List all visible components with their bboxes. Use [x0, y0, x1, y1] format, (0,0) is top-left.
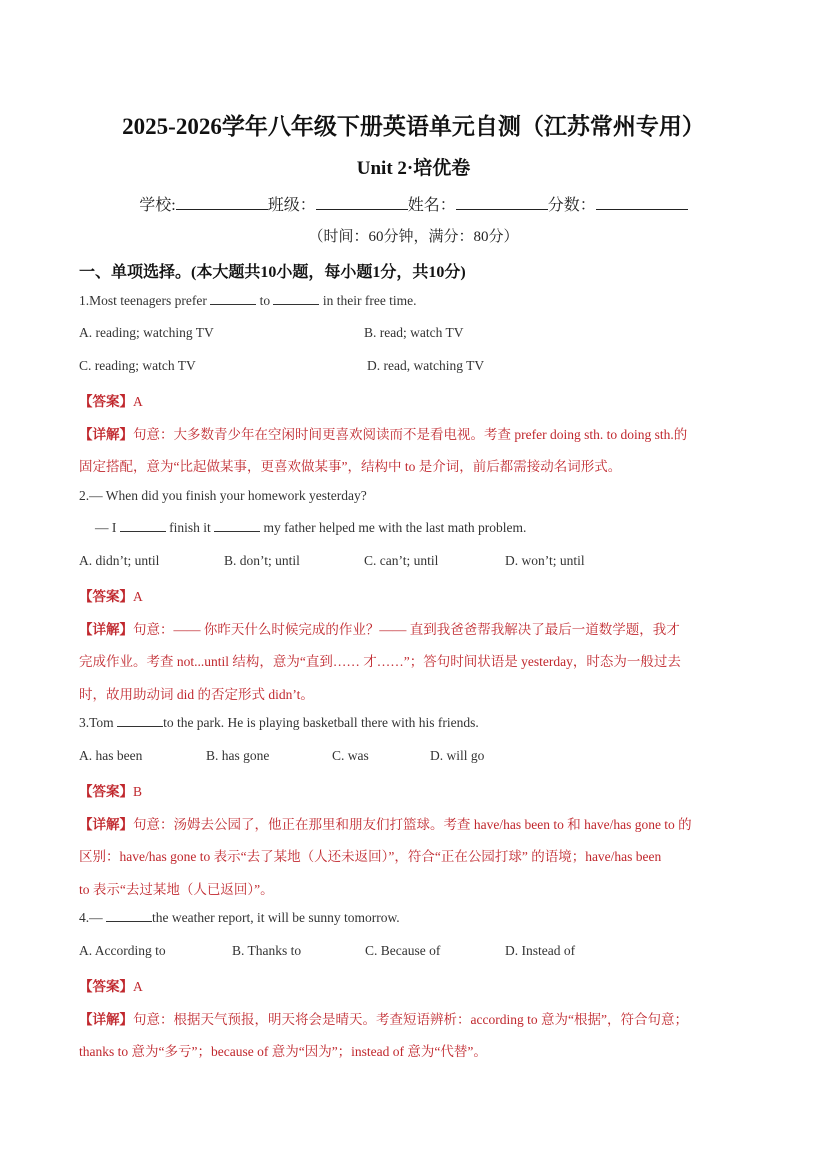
answer-blank — [214, 520, 260, 532]
time-info: （时间：60分钟，满分：80分） — [308, 229, 519, 245]
question-stem: — I finish it my father helped me with the last math problem. — [95, 520, 527, 535]
option: B. has gone — [206, 748, 270, 763]
question-stem: 4.— the weather report, it will be sunny tomorrow. — [79, 910, 400, 925]
option: B. read; watch TV — [364, 325, 464, 340]
detail-line: thanks to 意为“多亏”；because of 意为“因为”；instead of 意为“代替”。 — [79, 1044, 487, 1059]
detail-line: to 表示“去过某地（人已返回）”。 — [79, 882, 274, 897]
answer-blank — [117, 715, 163, 727]
option: A. has been — [79, 748, 143, 763]
answer-blank — [210, 293, 256, 305]
option: C. can’t; until — [364, 553, 439, 568]
answer-line: 【答案】B — [79, 784, 143, 799]
option: C. was — [332, 748, 369, 763]
detail-line: 时，故用助动词 did 的否定形式 didn’t。 — [79, 687, 314, 702]
page-subtitle: Unit 2·培优卷 — [356, 158, 471, 179]
option: D. won’t; until — [505, 553, 585, 568]
question-stem: 3.Tom to the park. He is playing basketball there with his friends. — [79, 715, 479, 730]
option: C. reading; watch TV — [79, 358, 196, 373]
class-blank — [316, 195, 408, 210]
answer-line: 【答案】A — [79, 394, 143, 409]
question-stem: 2.— When did you finish your homework yesterday? — [79, 488, 367, 503]
detail-line: 完成作业。考查 not...until 结构，意为“直到…… 才……”；答句时间状语是 yesterday，时态为一般过去 — [79, 654, 681, 669]
answer-blank — [106, 910, 152, 922]
answer-line: 【答案】A — [79, 979, 143, 994]
section-heading: 一、单项选择。(本大题共10小题，每小题1分，共10分) — [79, 264, 466, 281]
option: B. don’t; until — [224, 553, 300, 568]
class-label: 班级： — [267, 197, 316, 214]
score-label: 分数： — [547, 197, 596, 214]
option: D. read, watching TV — [367, 358, 485, 373]
answer-blank — [273, 293, 319, 305]
school-blank — [176, 195, 268, 210]
detail-line: 固定搭配，意为“比起做某事，更喜欢做某事”，结构中 to 是介词，前后都需接动名词形式。 — [79, 459, 622, 474]
question-stem: 1.Most teenagers prefer to in their free time. — [79, 293, 417, 308]
option: B. Thanks to — [232, 943, 302, 958]
name-label: 姓名： — [407, 197, 456, 214]
student-info-line — [0, 192, 827, 215]
page-title: 2025-2026学年八年级下册英语单元自测（江苏常州专用） — [122, 114, 705, 139]
detail-line: 【详解】句意：汤姆去公园了，他正在那里和朋友们打篮球。考查 have/has been to 和 have/has gone to 的 — [79, 817, 692, 832]
school-label: 学校: — [139, 197, 176, 214]
option: A. According to — [79, 943, 166, 958]
option: A. reading; watching TV — [79, 325, 214, 340]
answer-line: 【答案】A — [79, 589, 143, 604]
detail-line: 【详解】句意：—— 你昨天什么时候完成的作业？—— 直到我爸爸帮我解决了最后一道数学题，我才 — [79, 622, 680, 637]
score-blank — [596, 195, 688, 210]
answer-blank — [120, 520, 166, 532]
option: A. didn’t; until — [79, 553, 160, 568]
detail-line: 【详解】句意：根据天气预报，明天将会是晴天。考查短语辨析：according to 意为“根据”，符合句意； — [79, 1012, 688, 1027]
name-blank — [456, 195, 548, 210]
option: C. Because of — [365, 943, 441, 958]
option: D. will go — [430, 748, 485, 763]
detail-line: 区别：have/has gone to 表示“去了某地（人还未返回）”，符合“正在公园打球” 的语境；have/has been — [79, 849, 662, 864]
detail-line: 【详解】句意：大多数青少年在空闲时间更喜欢阅读而不是看电视。考查 prefer doing sth. to doing sth.的 — [79, 427, 688, 442]
option: D. Instead of — [505, 943, 576, 958]
